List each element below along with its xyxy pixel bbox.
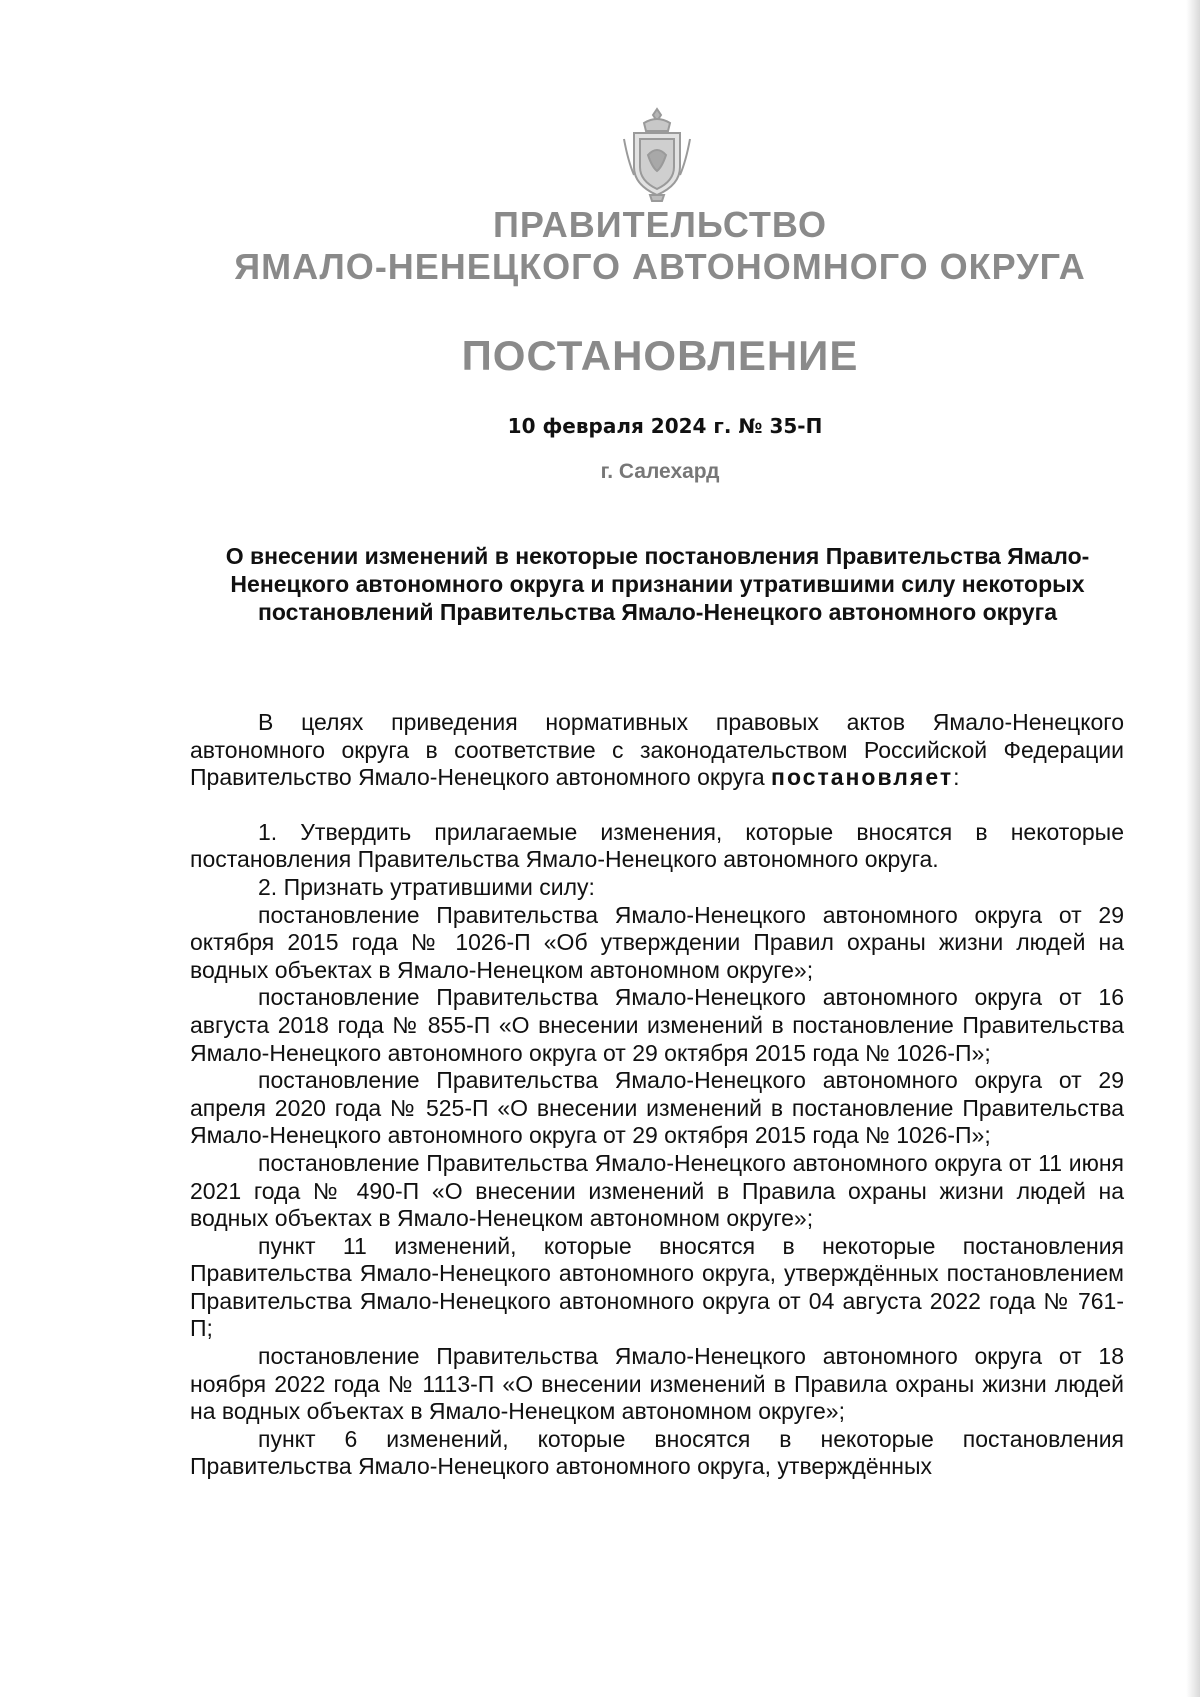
preamble-keyword: постановляет [771,764,954,791]
repealed-item-d: постановление Правительства Ямало-Ненецкого автономного округа от 11 июня 2021 года № 490-П «О внесении изменений в Правила охраны жизни людей на водных объектах в Ямало-Ненецком автономном округе»; [190,1149,1124,1232]
item-2: 2. Признать утратившими силу: [258,873,595,900]
government-title-line1: ПРАВИТЕЛЬСТВО [492,204,828,245]
coat-of-arms-icon [620,105,694,203]
preamble-suffix: : [953,764,960,791]
document-title: О внесении изменений в некоторые постановления Правительства Ямало-Ненецкого автономного округа и признании утратившими силу некоторых постановлений Правительства Ямало-Ненецкого автономного округа [225,543,1090,625]
repealed-item-a: постановление Правительства Ямало-Ненецкого автономного округа от 29 октября 2015 года № 1026-П «Об утверждении Правил охраны жизни людей на водных объектах в Ямало-Ненецком автономном округе»; [190,901,1124,983]
date-and-number: 10 февраля 2024 г. № 35-П [507,414,823,438]
item-1: 1. Утвердить прилагаемые изменения, которые вносятся в некоторые постановления Правительства Ямало-Ненецкого автономного округа. [190,818,1124,873]
government-title-line2: ЯМАЛО-НЕНЕЦКОГО АВТОНОМНОГО ОКРУГА [234,246,1086,287]
document-type: ПОСТАНОВЛЕНИЕ [461,332,859,379]
repealed-item-g: пункт 6 изменений, которые вносятся в некоторые постановления Правительства Ямало-Ненецкого автономного округа, утверждённых [190,1425,1124,1480]
preamble-text: В целях приведения нормативных правовых актов Ямало-Ненецкого автономного округа в соответствие с законодательством Российской Федерации Правительство Ямало-Ненецкого автономного округа [190,709,1124,791]
document-body [190,709,1124,1481]
repealed-item-c: постановление Правительства Ямало-Ненецкого автономного округа от 29 апреля 2020 года № 525-П «О внесении изменений в постановление Правительства Ямало-Ненецкого автономного округа от 29 октября 2015 года № 1026-П»; [190,1067,1124,1149]
repealed-item-e: пункт 11 изменений, которые вносятся в некоторые постановления Правительства Ямало-Ненецкого автономного округа, утверждённых постановлением Правительства Ямало-Ненецкого автономного округа от 04 августа 2022 года № 761-П; [190,1232,1124,1342]
preamble-paragraph [190,709,1124,792]
city: г. Салехард [600,460,720,483]
repealed-item-f: постановление Правительства Ямало-Ненецкого автономного округа от 18 ноября 2022 года № 1113-П «О внесении изменений в Правила охраны жизни людей на водных объектах в Ямало-Ненецком автономном округе»; [190,1343,1124,1425]
repealed-item-b: постановление Правительства Ямало-Ненецкого автономного округа от 16 августа 2018 года № 855-П «О внесении изменений в постановление Правительства Ямало-Ненецкого автономного округа от 29 октября 2015 года № 1026-П»; [190,984,1124,1066]
